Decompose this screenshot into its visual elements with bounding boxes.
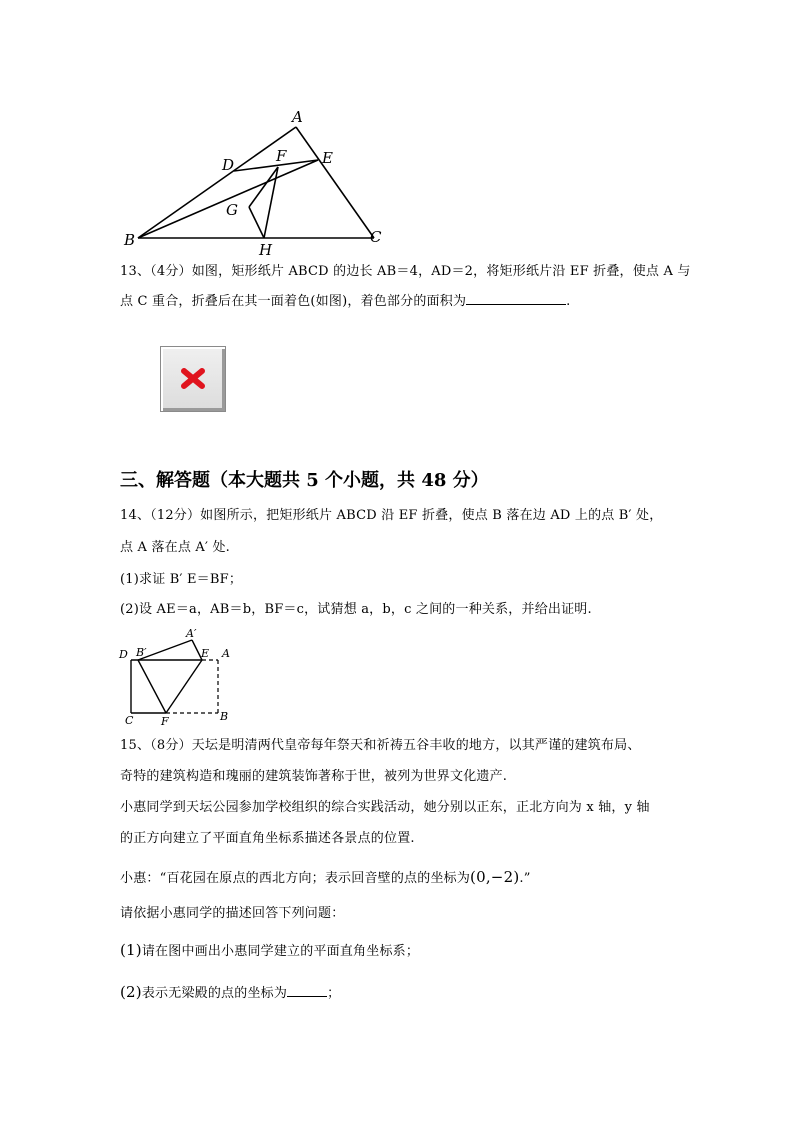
geometry-figure-folded-rectangle [116, 624, 240, 728]
q13-line2-end: . [566, 294, 571, 309]
q15-sub1-number: (1) [120, 941, 142, 959]
q14-line1: 14、（12分）如图所示，把矩形纸片 ABCD 沿 EF 折叠，使点 B 落在边 AD 上的点 B′ 处， [120, 508, 663, 523]
q15-sub1-text: 请在图中画出小惠同学建立的平面直角坐标系； [141, 944, 420, 959]
q13-answer-blank[interactable] [466, 290, 566, 305]
segment-GH [249, 207, 264, 238]
q15-line1: 15、（8分）天坛是明清两代皇帝每年祭天和祈祷五谷丰收的地方，以其严谨的建筑布局、 [120, 738, 641, 753]
label-C: C [125, 714, 134, 727]
geometry-figure-triangle [118, 105, 398, 260]
label-A-prime: A′ [186, 627, 197, 640]
label-H: H [259, 241, 273, 259]
section-heading: 三、解答题（本大题共 5 个小题，共 48 分） [120, 470, 489, 491]
broken-image-red-x-icon [160, 346, 226, 412]
q15-sub2-answer-blank[interactable] [287, 982, 327, 997]
label-A: A [292, 108, 303, 126]
segment-BA [138, 127, 296, 238]
label-E: E [201, 647, 210, 660]
q15-quote-math: (0,−2) [470, 868, 520, 886]
q15-sub1 [120, 940, 419, 962]
label-A: A [222, 647, 230, 660]
label-D: D [222, 156, 235, 174]
segment-BpF [138, 660, 166, 713]
q15-line3: 小惠同学到天坛公园参加学校组织的综合实践活动，她分别以正东，正北方向为 x 轴，y 轴 [120, 800, 650, 815]
broken-image-placeholder [160, 346, 226, 412]
q14-part2: (2)设 AE＝a，AB＝b，BF＝c，试猜想 a，b，c 之间的一种关系，并给出证明. [120, 602, 592, 617]
label-C: C [370, 228, 382, 246]
q15-line2: 奇特的建筑构造和瑰丽的建筑装饰著称于世，被列为世界文化遗产. [120, 769, 508, 784]
label-G: G [226, 201, 238, 219]
segment-EF [166, 660, 202, 713]
q13-line2 [120, 290, 571, 312]
q15-quote-start: 小惠：“百花园在原点的西北方向；表示回音壁的点的坐标为 [120, 871, 471, 886]
q15-sub2 [120, 982, 340, 1004]
label-D: D [119, 648, 128, 661]
label-B: B [220, 710, 229, 723]
q14-line2: 点 A 落在点 A′ 处. [120, 540, 230, 555]
q13-line2-text: 点 C 重合，折叠后在其一面着色(如图)，着色部分的面积为 [120, 294, 467, 309]
label-B-prime: B′ [136, 646, 147, 659]
q15-prompt: 请依据小惠同学的描述回答下列问题： [120, 906, 345, 921]
q13-line1: 13、（4分）如图，矩形纸片 ABCD 的边长 AB＝4，AD＝2，将矩形纸片沿 EF 折叠，使点 A 与 [120, 264, 691, 279]
q14-part1: (1)求证 B′ E＝BF； [120, 572, 243, 587]
label-F: F [276, 147, 287, 165]
q15-line4: 的正方向建立了平面直角坐标系描述各景点的位置. [120, 831, 415, 846]
segment-AC [296, 127, 374, 238]
label-E: E [322, 149, 333, 167]
q15-sub2-end: ； [327, 986, 341, 1001]
q15-quote [120, 867, 531, 889]
q15-sub2-text: 表示无梁殿的点的坐标为 [141, 986, 288, 1001]
q15-sub2-number: (2) [120, 983, 142, 1001]
label-F: F [161, 715, 169, 728]
q15-quote-end: .” [519, 871, 531, 886]
label-B: B [124, 231, 136, 249]
